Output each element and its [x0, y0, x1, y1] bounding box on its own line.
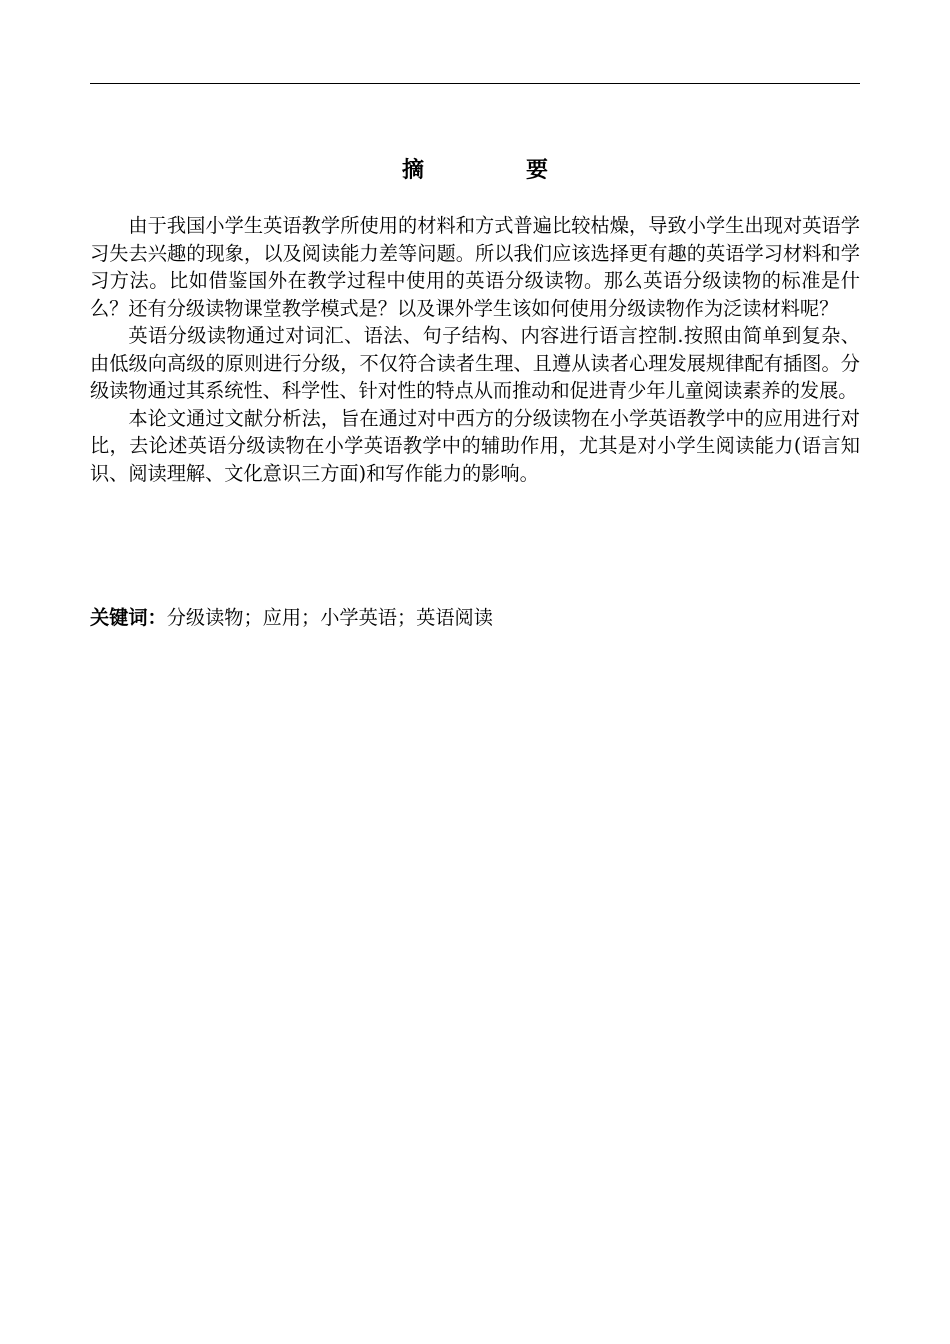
keywords-text: 分级读物；应用；小学英语；英语阅读: [166, 606, 493, 629]
keywords-label: 关键词：: [90, 606, 167, 629]
abstract-paragraph-3: 本论文通过文献分析法，旨在通过对中西方的分级读物在小学英语教学中的应用进行对比，去论述英语分级读物在小学英语教学中的辅助作用，尤其是对小学生阅读能力(语言知识、阅读理解、文化意识三方面)和写作能力的影响。: [90, 406, 860, 485]
abstract-paragraph-1: 由于我国小学生英语教学所使用的材料和方式普遍比较枯燥，导致小学生出现对英语学习失去兴趣的现象，以及阅读能力差等问题。所以我们应该选择更有趣的英语学习材料和学习方法。比如借鉴国外在教学过程中使用的英语分级读物。那么英语分级读物的标准是什么？还有分级读物课堂教学模式是？以及课外学生该如何使用分级读物作为泛读材料呢？: [90, 214, 860, 320]
abstract-body: [90, 212, 860, 487]
abstract-title: 摘 要: [401, 158, 588, 183]
abstract-paragraph-2: 英语分级读物通过对词汇、语法、句子结构、内容进行语言控制.按照由简单到复杂、由低级向高级的原则进行分级，不仅符合读者生理、且遵从读者心理发展规律配有插图。分级读物通过其系统性、科学性、针对性的特点从而推动和促进青少年儿童阅读素养的发展。: [90, 324, 860, 402]
keywords-line: [90, 604, 860, 632]
header-rule: [90, 83, 860, 84]
